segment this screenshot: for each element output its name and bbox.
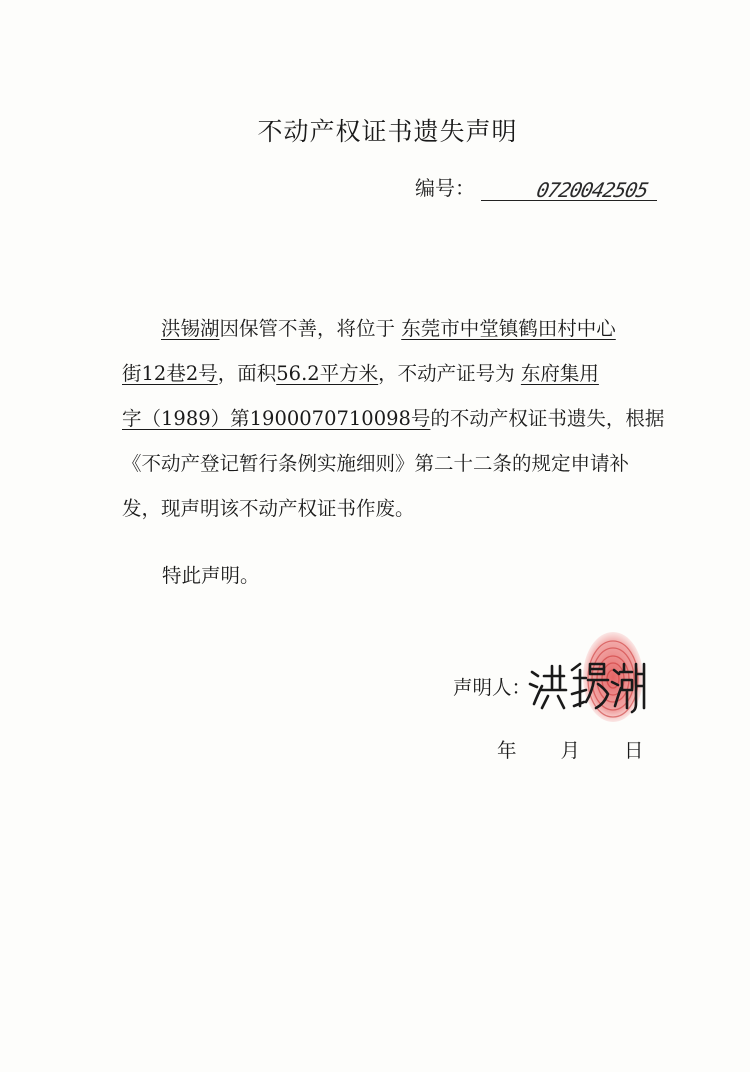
serial-underline [481,178,657,201]
body-line-3 [122,396,667,441]
body-line-5 [122,486,667,531]
handwritten-signature [528,650,648,720]
date-day-label: 日 [624,739,644,762]
body-text-2: ，面积 [217,362,277,385]
body-line-2 [122,351,667,396]
serial-value-handwritten: 0720042505 [534,178,650,202]
body-line-1 [122,306,667,351]
property-address-part-2: 街12巷2号 [122,362,218,385]
body-text-4: 的不动产权证书遗失，根据 [430,407,665,430]
date-row [497,735,644,763]
date-year-label: 年 [497,739,517,762]
serial-label: 编号： [415,176,475,200]
body-text-3: ，不动产证号为 [378,362,515,385]
body-text-1: 因保管不善，将位于 [219,317,396,340]
document-title: 不动产权证书遗失声明 [257,117,518,146]
date-month-label: 月 [560,739,581,762]
property-area: 56.2平方米 [276,362,379,385]
declarant-label: 声明人： [453,676,532,699]
serial-number-row [415,172,657,201]
certificate-number-part-1: 东府集用 [520,362,599,385]
body-line-4 [122,441,667,486]
declaration-body [122,306,667,531]
conclusion-text: 特此声明。 [162,564,260,587]
body-text-5: 《不动产登记暂行条例实施细则》第二十二条的规定申请补 [122,452,630,475]
certificate-number-part-2: 字（1989）第1900070710098号 [122,407,431,430]
property-address-part-1: 东莞市中堂镇鹤田村中心 [401,317,616,340]
owner-name: 洪锡湖 [161,317,220,340]
body-text-6: 发，现声明该不动产权证书作废。 [122,497,415,520]
